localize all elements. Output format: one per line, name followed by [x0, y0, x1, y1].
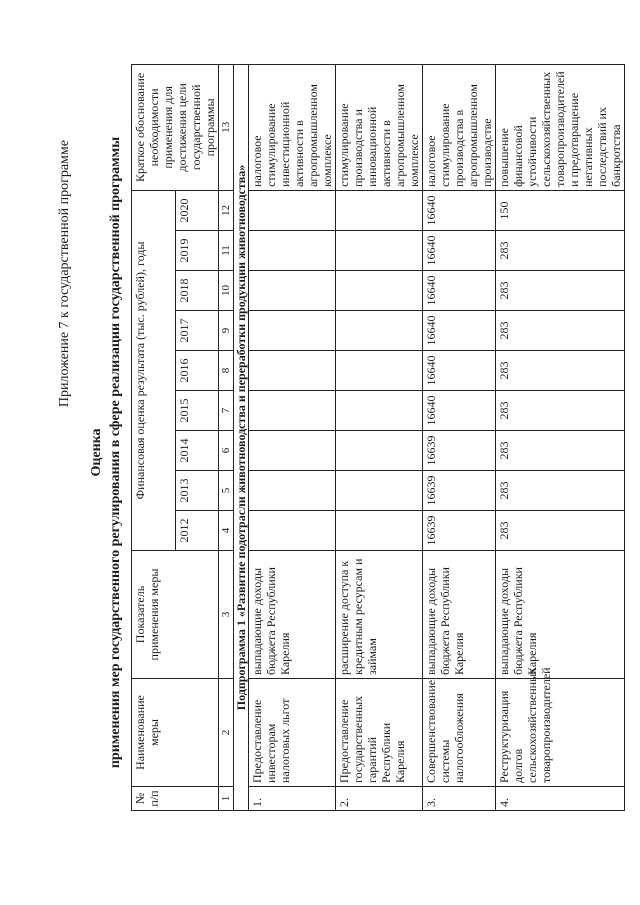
year-value: 283 [496, 351, 625, 391]
column-number: 3 [219, 551, 234, 679]
year-value [249, 231, 336, 271]
row-number: 4. [496, 787, 625, 811]
year-value [336, 471, 423, 511]
measure-indicator: выпадающие доходы бюджета Республики Карелия [423, 551, 496, 679]
column-number: 2 [219, 679, 234, 787]
year-value [336, 190, 423, 230]
year-header: 2014 [175, 431, 219, 471]
year-value [249, 391, 336, 431]
subprogram-title: Подпрограмма 1 «Развитие подотрасли животноводства и переработки продукции животноводства» [234, 64, 249, 810]
document-title: Оценка [89, 428, 104, 477]
measure-indicator: расширение доступа к кредитным ресурсам и займам [336, 551, 423, 679]
row-number: 2. [336, 787, 423, 811]
year-value [336, 351, 423, 391]
year-value: 16640 [423, 271, 496, 311]
year-value [336, 271, 423, 311]
year-value: 16640 [423, 391, 496, 431]
column-number: 7 [219, 391, 234, 431]
year-value [249, 431, 336, 471]
year-value: 283 [496, 271, 625, 311]
year-value: 283 [496, 471, 625, 511]
measure-name: Предоставление государственных гарантий Республики Карелия [336, 679, 423, 787]
table-row [423, 64, 496, 810]
year-header: 2017 [175, 311, 219, 351]
year-value: 283 [496, 391, 625, 431]
year-header: 2016 [175, 351, 219, 391]
year-header: 2015 [175, 391, 219, 431]
measure-justification: стимулирование производства и инновационной активности в агропромышленном комплексе [336, 64, 423, 190]
table-row [336, 64, 423, 810]
column-number: 4 [219, 511, 234, 551]
year-header: 2019 [175, 231, 219, 271]
header-financial: Финансовая оценка результата (тыс. рублей), годы [132, 190, 176, 550]
year-value: 283 [496, 231, 625, 271]
table-row [249, 64, 336, 810]
year-value: 16640 [423, 190, 496, 230]
column-number: 6 [219, 431, 234, 471]
year-value [249, 190, 336, 230]
column-number: 13 [219, 64, 234, 190]
column-number: 9 [219, 311, 234, 351]
measure-justification: повышение финансовой устойчивости сельскохозяйственных товаропроизводителей и предотвращение негативных последствий их банкротства [496, 64, 625, 190]
year-value [249, 311, 336, 351]
column-number: 11 [219, 231, 234, 271]
column-number: 10 [219, 271, 234, 311]
header-num: № п/п [132, 787, 219, 811]
year-value: 16639 [423, 511, 496, 551]
header-justification: Краткое обоснование необходимости применения для достижения цели государственной программы [132, 64, 219, 190]
subprogram-row [234, 64, 249, 810]
year-value: 16640 [423, 351, 496, 391]
header-indicator: Показатель применения меры [132, 551, 219, 679]
year-value [249, 511, 336, 551]
year-value: 16639 [423, 431, 496, 471]
year-value: 16640 [423, 231, 496, 271]
measure-indicator: выпадающие доходы бюджета Республики Карелия [496, 551, 625, 679]
document-subtitle: применения мер государственного регулирования в сфере реализации государственной программы [108, 136, 123, 769]
measure-indicator: выпадающие доходы бюджета Республики Карелия [249, 551, 336, 679]
header-row [132, 64, 176, 810]
year-value [249, 351, 336, 391]
measure-justification: налоговое стимулирование инвестиционной активности в агропромышленном комплексе [249, 64, 336, 190]
year-value: 283 [496, 511, 625, 551]
year-header: 2020 [175, 190, 219, 230]
year-value [336, 511, 423, 551]
year-header: 2018 [175, 271, 219, 311]
row-number: 3. [423, 787, 496, 811]
column-number: 1 [219, 787, 234, 811]
measure-name: Совершенствование системы налогообложения [423, 679, 496, 787]
year-value [336, 391, 423, 431]
table-row [496, 64, 625, 810]
year-value: 150 [496, 190, 625, 230]
measure-name: Предоставление инвесторам налоговых льгот [249, 679, 336, 787]
measure-name: Реструктуризация долгов сельскохозяйственных товаропроизводителей [496, 679, 625, 787]
column-number: 12 [219, 190, 234, 230]
year-value [336, 311, 423, 351]
column-number: 8 [219, 351, 234, 391]
year-value: 16640 [423, 311, 496, 351]
year-value: 283 [496, 311, 625, 351]
year-value: 16639 [423, 471, 496, 511]
column-numbers-row [219, 64, 234, 810]
year-value: 283 [496, 431, 625, 471]
year-value [249, 271, 336, 311]
measure-justification: налоговое стимулирование производства в агропромышленном производстве [423, 64, 496, 190]
year-value [336, 231, 423, 271]
column-number: 5 [219, 471, 234, 511]
year-header: 2013 [175, 471, 219, 511]
appendix-label: Приложение 7 к государственной программе [57, 140, 72, 408]
measures-table [131, 64, 625, 811]
row-number: 1. [249, 787, 336, 811]
header-name: Наименование меры [132, 679, 219, 787]
year-header: 2012 [175, 511, 219, 551]
year-value [336, 431, 423, 471]
year-value [249, 471, 336, 511]
